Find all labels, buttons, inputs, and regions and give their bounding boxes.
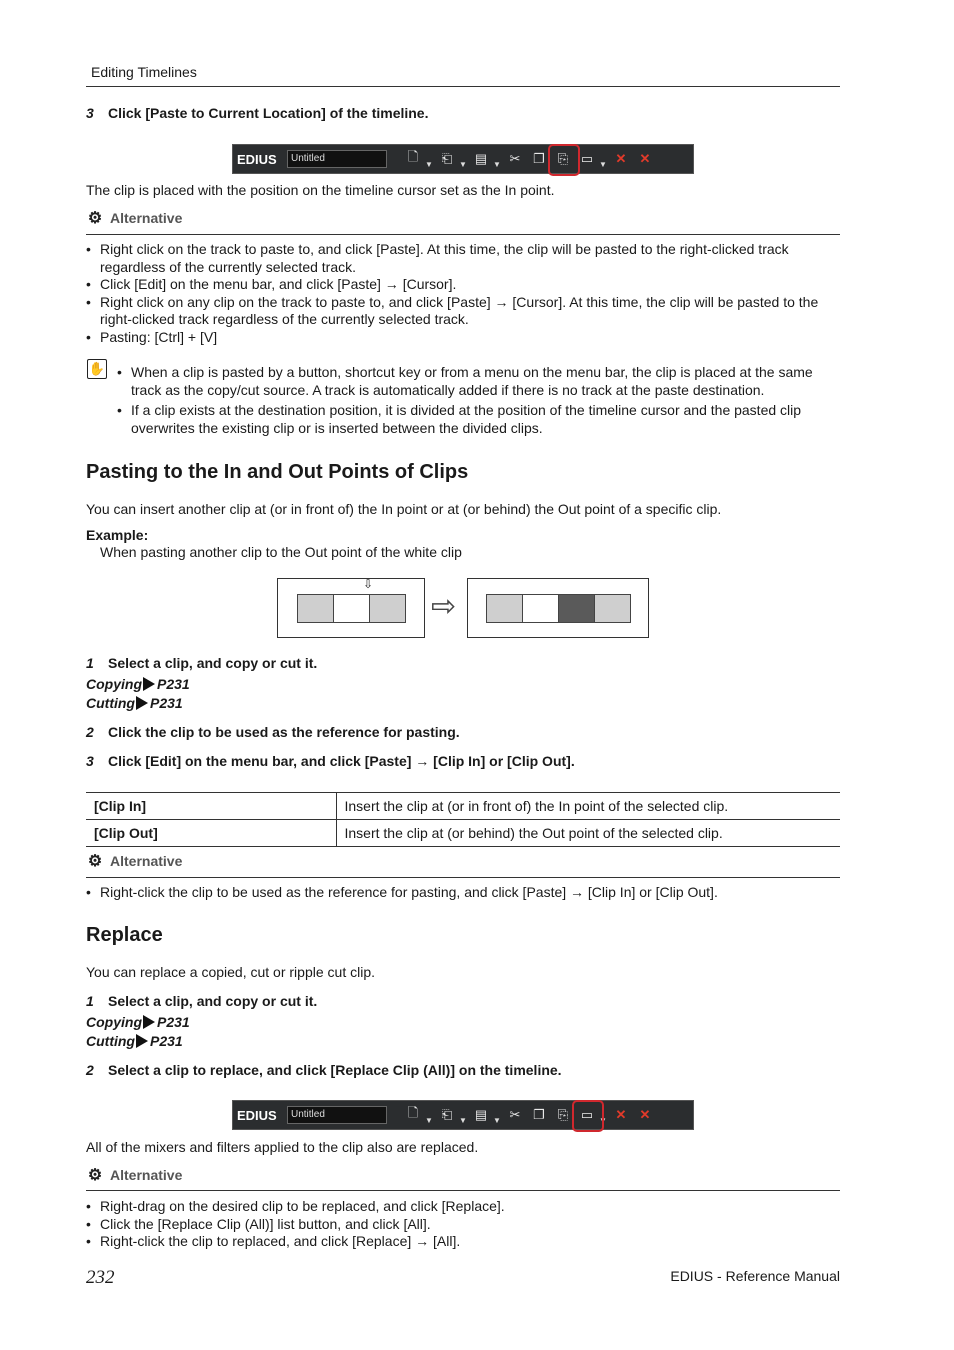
table-key: [Clip Out] [86,820,336,847]
list-item: • Right-drag on the desired clip to be replaced, and click [Replace]. [86,1198,840,1216]
list-item: • Click [Edit] on the menu bar, and click [Paste] → [Cursor]. [86,276,840,294]
arrow-right-icon [143,1015,155,1029]
delete-icon[interactable]: ✕ [615,1107,627,1122]
clip-gray [369,594,406,623]
step-text: Select a clip to replace, and click [Replace Clip (All)] on the timeline. [108,1062,562,1078]
step-number: 2 [86,724,94,740]
ref-copying[interactable] [86,676,190,692]
alternative-icon: ⚙ [87,210,103,227]
list-item: • When a clip is pasted by a button, shortcut key or from a menu on the menu bar, the clip is placed at the same track as the copy/cut source. A track is automatically added if there is no track at the paste destination. [117,364,840,399]
step-number: 3 [86,753,94,769]
step-number: 1 [86,993,94,1009]
right-arrow-icon: ⇨ [431,590,457,623]
chevron-down-icon[interactable]: ▼ [459,1116,467,1125]
clip-gray [486,594,523,623]
timeline-toolbar [232,1100,694,1130]
section-heading: Replace [86,924,163,946]
step-text: Select a clip, and copy or cut it. [108,993,318,1009]
section-intro: You can insert another clip at (or in front of) the In point or at (or behind) the Out point of a specific clip. [86,501,722,517]
new-sequence-icon[interactable]: 🗋 [407,1105,419,1120]
ref-label: Copying [86,676,142,692]
alternative-list [86,241,840,346]
ref-page[interactable]: P231 [149,695,183,711]
page-number: 232 [86,1267,115,1288]
after-text: All of the mixers and filters applied to the clip also are replaced. [86,1139,479,1155]
list-item: • Right-click the clip to replaced, and click [Replace] → [All]. [86,1233,840,1251]
step-1 [86,993,317,1009]
step-2 [86,1062,562,1078]
chevron-down-icon[interactable]: ▼ [425,1116,433,1125]
table-value: Insert the clip at (or in front of) the In point of the selected clip. [336,793,840,820]
cut-icon[interactable]: ✂ [509,151,521,166]
arrow-right-icon [143,677,155,691]
step-3 [86,753,575,769]
save-icon[interactable]: ⎗ [441,1107,453,1122]
placed-text: The clip is placed with the position on the timeline cursor set as the In point. [86,182,555,198]
paste-to-cursor-icon[interactable]: ⎘ [551,147,575,171]
note-icon: ✋ [87,359,107,379]
paste-to-cursor-icon[interactable]: ⎘ [557,1107,569,1122]
alternative-rule [86,234,840,235]
table-key: [Clip In] [86,793,336,820]
replace-clip-icon[interactable]: ▭ [575,1103,599,1127]
example-label: Example: [86,527,149,543]
step-number: 3 [86,105,94,121]
step-text: Click [Edit] on the menu bar, and click [Paste] → [Clip In] or [Clip Out]. [108,753,575,769]
edius-logo: EDIUS [237,151,277,167]
alternative-icon: ⚙ [87,1167,103,1184]
disk-icon[interactable]: ▤ [474,1107,488,1122]
ripple-delete-icon[interactable]: ✕ [639,151,651,166]
alternative-label: Alternative [110,210,183,226]
ref-page[interactable]: P231 [157,676,190,692]
ref-label: Copying [86,1014,142,1030]
step-3-paste-current [86,105,428,121]
table-value: Insert the clip at (or behind) the Out point of the selected clip. [336,820,840,847]
clip-white [522,594,559,623]
alternative-label: Alternative [110,1167,183,1183]
sequence-name-field[interactable]: Untitled [287,150,387,168]
header-rule [86,86,840,87]
ref-copying[interactable] [86,1014,190,1030]
alternative-label: Alternative [110,853,183,869]
section-intro: You can replace a copied, cut or ripple cut clip. [86,964,375,980]
alternative-heading [86,1166,182,1184]
chevron-down-icon[interactable]: ▼ [599,1116,607,1125]
alternative-icon: ⚙ [87,853,103,870]
list-item: • Right click on the track to paste to, and click [Paste]. At this time, the clip will be pasted to the right-clicked track regardless of the currently selected track. [86,241,840,276]
edius-logo: EDIUS [237,1107,277,1123]
replace-clip-icon[interactable]: ▭ [580,151,594,166]
ref-label: Cutting [86,1033,135,1049]
paste-options-table [86,792,840,847]
arrow-right-icon [136,1034,148,1048]
clip-pasted [558,594,595,623]
footer-title: EDIUS - Reference Manual [670,1268,840,1284]
alternative-list [86,884,840,902]
table-row [86,820,840,847]
chevron-down-icon[interactable]: ▼ [459,160,467,169]
running-header: Editing Timelines [91,64,197,80]
list-item: • Right-click the clip to be used as the reference for pasting, and click [Paste] → [Clip In] or [Clip Out]. [86,884,840,902]
clip-diagram-before [277,578,425,638]
step-text: Click the clip to be used as the reference for pasting. [108,724,460,740]
alternative-heading [86,852,182,870]
list-item: • Right click on any clip on the track to paste to, and click [Paste] → [Cursor]. At this time, the clip will be pasted to the right-clicked track regardless of the currently selected track. [86,294,840,329]
list-item: • If a clip exists at the destination position, it is divided at the position of the timeline cursor and the pasted clip overwrites the existing clip or is inserted between the divided clips. [117,402,840,437]
chevron-down-icon[interactable]: ▼ [425,160,433,169]
step-text: Select a clip, and copy or cut it. [108,655,318,671]
ref-page[interactable]: P231 [157,1014,190,1030]
ref-cutting[interactable] [86,695,183,711]
new-sequence-icon[interactable]: 🗋 [407,149,419,164]
copy-icon[interactable]: ❐ [533,151,545,166]
ref-page[interactable]: P231 [149,1033,183,1049]
ref-label: Cutting [86,695,135,711]
clip-diagram-after [467,578,649,638]
sequence-name-field[interactable]: Untitled [287,1106,387,1124]
clip-white [333,594,370,623]
disk-icon[interactable]: ▤ [474,151,488,166]
delete-icon[interactable]: ✕ [615,151,627,166]
clip-gray [594,594,631,623]
step-number: 2 [86,1062,94,1078]
alternative-heading [86,209,182,227]
example-text: When pasting another clip to the Out point of the white clip [100,544,462,560]
ref-cutting[interactable] [86,1033,183,1049]
list-item: • Pasting: [Ctrl] + [V] [86,329,840,347]
cut-icon[interactable]: ✂ [509,1107,521,1122]
alternative-list [86,1198,840,1251]
step-2 [86,724,460,740]
list-item: • Click the [Replace Clip (All)] list button, and click [All]. [86,1216,840,1234]
timeline-toolbar [232,144,694,174]
alternative-rule [86,1190,840,1191]
chevron-down-icon[interactable]: ▼ [493,160,501,169]
cursor-arrow-icon: ⇩ [363,577,374,591]
step-number: 1 [86,655,94,671]
arrow-right-icon [136,696,148,710]
note-list [117,364,840,437]
ripple-delete-icon[interactable]: ✕ [639,1107,651,1122]
clip-gray [297,594,334,623]
alternative-rule [86,877,840,878]
chevron-down-icon[interactable]: ▼ [599,160,607,169]
chevron-down-icon[interactable]: ▼ [493,1116,501,1125]
section-heading: Pasting to the In and Out Points of Clips [86,461,469,483]
copy-icon[interactable]: ❐ [533,1107,545,1122]
step-text: Click [Paste to Current Location] of the timeline. [108,105,429,121]
save-icon[interactable]: ⎗ [441,151,453,166]
step-1 [86,655,317,671]
table-row [86,793,840,820]
